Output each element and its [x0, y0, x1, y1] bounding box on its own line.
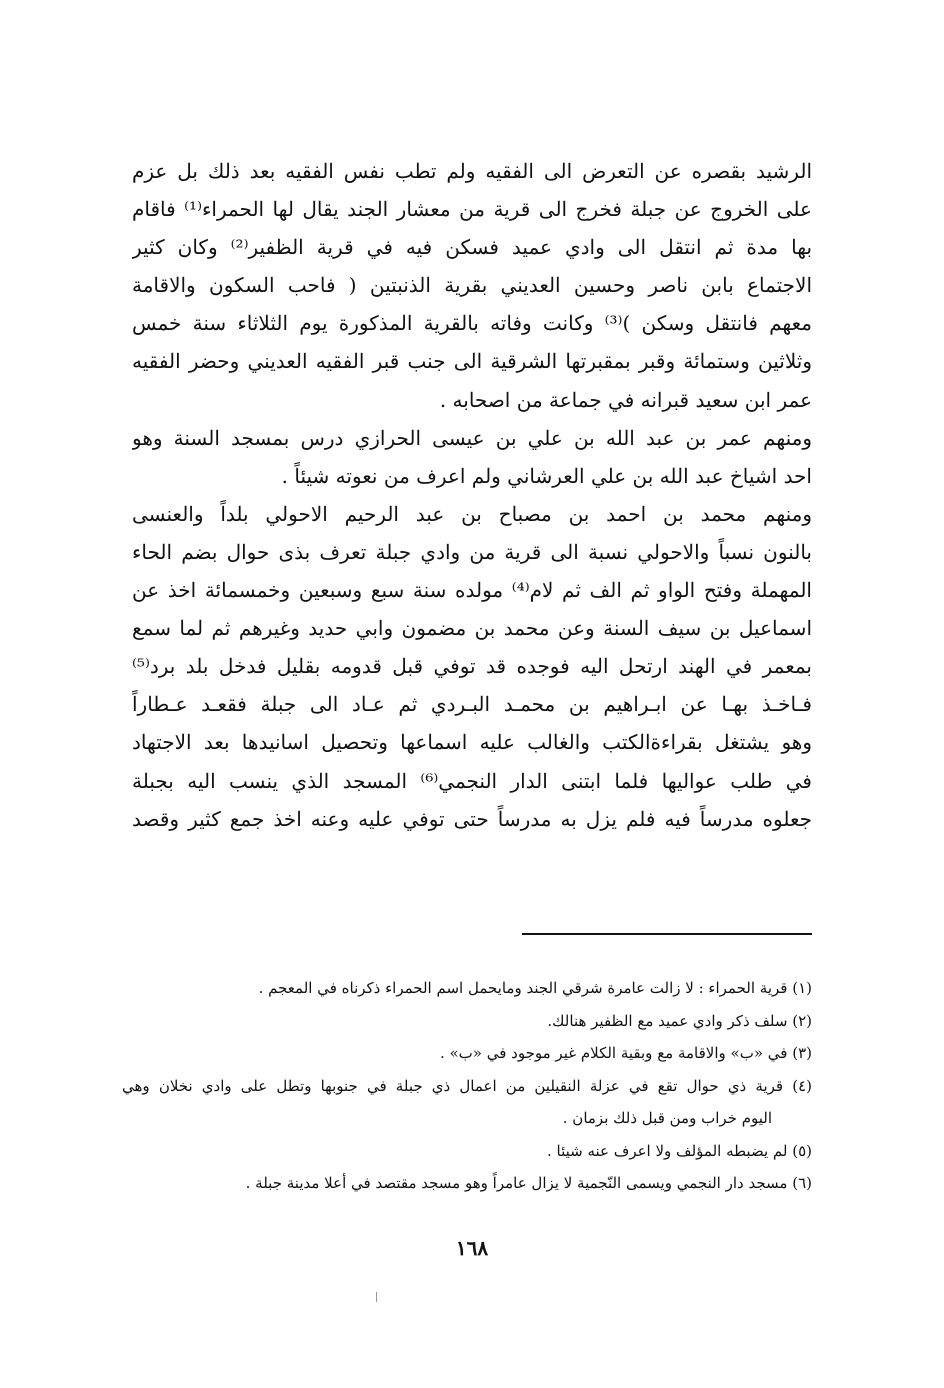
- footnote-line: (٥) لم يضبطه المؤلف ولا اعرف عنه شيئا .: [546, 1141, 812, 1160]
- footnote-line: اليوم خراب ومن قبل ذلك بزمان .: [562, 1109, 772, 1127]
- footnote-line: (١) قرية الحمراء : لا زالت عامرة شرقي الجند ومايحمل اسم الحمراء ذكرناه في المعجم .: [258, 979, 812, 997]
- footnote-line: (٣) في «ب» والاقامة مع وبقية الكلام غير موجود في «ب» .: [439, 1044, 812, 1062]
- footnote-line: (٦) مسجد دار النجمي ويسمى النّجمية لا يزال عامراً وهو مسجد مقتصد في أعلا مدينة جبلة .: [245, 1174, 812, 1192]
- scan-mark: [376, 1292, 377, 1302]
- page-number: ١٦٨: [455, 1236, 489, 1260]
- text-line: المهملة وفتح الواو ثم الف ثم لام⁽⁴⁾ مولده سنة سبع وسبعين وخمسمائة اخذ عن: [132, 578, 812, 603]
- text-line: معهم فانتقل وسكن )⁽³⁾ وكانت وفاته بالقرية المذكورة يوم الثلاثاء سنة خمس: [132, 311, 812, 336]
- text-line: جعلوه مدرساً فيه فلم يزل به مدرساً حتى توفي عليه وعنه اخذ جمع كثير وقصد: [132, 806, 812, 831]
- footnote-line: (٢) سلف ذكر وادي عميد مع الظفير هنالك.: [547, 1011, 812, 1030]
- text-line: بها مدة ثم انتقل الى وادي عميد فسكن فيه في قرية الظفير⁽²⁾ وكان كثير: [132, 235, 812, 260]
- text-line: في طلب عواليها فلما ابتنى الدار النجمي⁽⁶⁾ المسجد الذي ينسب اليه بجبلة: [132, 768, 812, 793]
- text-line: ومنهم محمد بن احمد بن مصباح بن عبد الرحيم الاحولي بلداً والعنسى: [132, 501, 812, 526]
- footnote-line: (٤) قرية ذي حوال تقع في عزلة النقيلين من اعمال ذي جبلة في جنوبها وتطل على وادي نخلان وهي: [122, 1076, 812, 1095]
- footnotes-block: [122, 972, 812, 1200]
- main-text-block: [132, 152, 812, 838]
- text-line: اسماعيل بن سيف السنة وعن محمد بن مضمون وابي حديد وغيرهم ثم لما سمع: [132, 616, 812, 641]
- text-line: فـاخـذ بهـا عن ابـراهيم بن محمـد البـردي ثم عـاد الى جبلة فقعـد عـطاراً: [132, 692, 812, 717]
- text-line: بالنون نسباً والاحولي نسبة الى قرية من وادي جبلة تعرف بذى حوال بضم الحاء: [132, 539, 812, 564]
- text-line: وهو يشتغل بقراءةالكتب والغالب عليه اسماعها وتحصيل اسانيدها بعد الاجتهاد: [132, 730, 812, 755]
- text-line: وثلاثين وستمائة وقبر بمقبرتها الشرقية الى جنب قبر الفقيه العديني وحضر الفقيه: [132, 349, 812, 374]
- text-line: عمر ابن سعيد قبرانه في جماعة من اصحابه .: [439, 387, 812, 412]
- text-line: ومنهم عمر بن عبد الله بن علي بن عيسى الحرازي درس بمسجد السنة وهو: [132, 425, 812, 450]
- text-line: احد اشياخ عبد الله بن علي العرشاني ولم اعرف من نعوته شيئاً .: [281, 463, 812, 488]
- text-line: على الخروج عن جبلة فخرج الى قرية من معشار الجند يقال لها الحمراء⁽¹⁾ فاقام: [132, 197, 812, 222]
- footnote-divider: [522, 933, 812, 935]
- text-line: الرشيد بقصره عن التعرض الى الفقيه ولم تطب نفس الفقيه بعد ذلك بل عزم: [132, 159, 812, 183]
- text-line: الاجتماع بابن ناصر وحسين العديني بقرية الذنبتين ( فاحب السكون والاقامة: [132, 273, 812, 298]
- text-line: بمعمر في الهند ارتحل اليه فوجده قد توفي قبل قدومه بقليل فدخل بلد برد⁽⁵⁾: [132, 654, 812, 679]
